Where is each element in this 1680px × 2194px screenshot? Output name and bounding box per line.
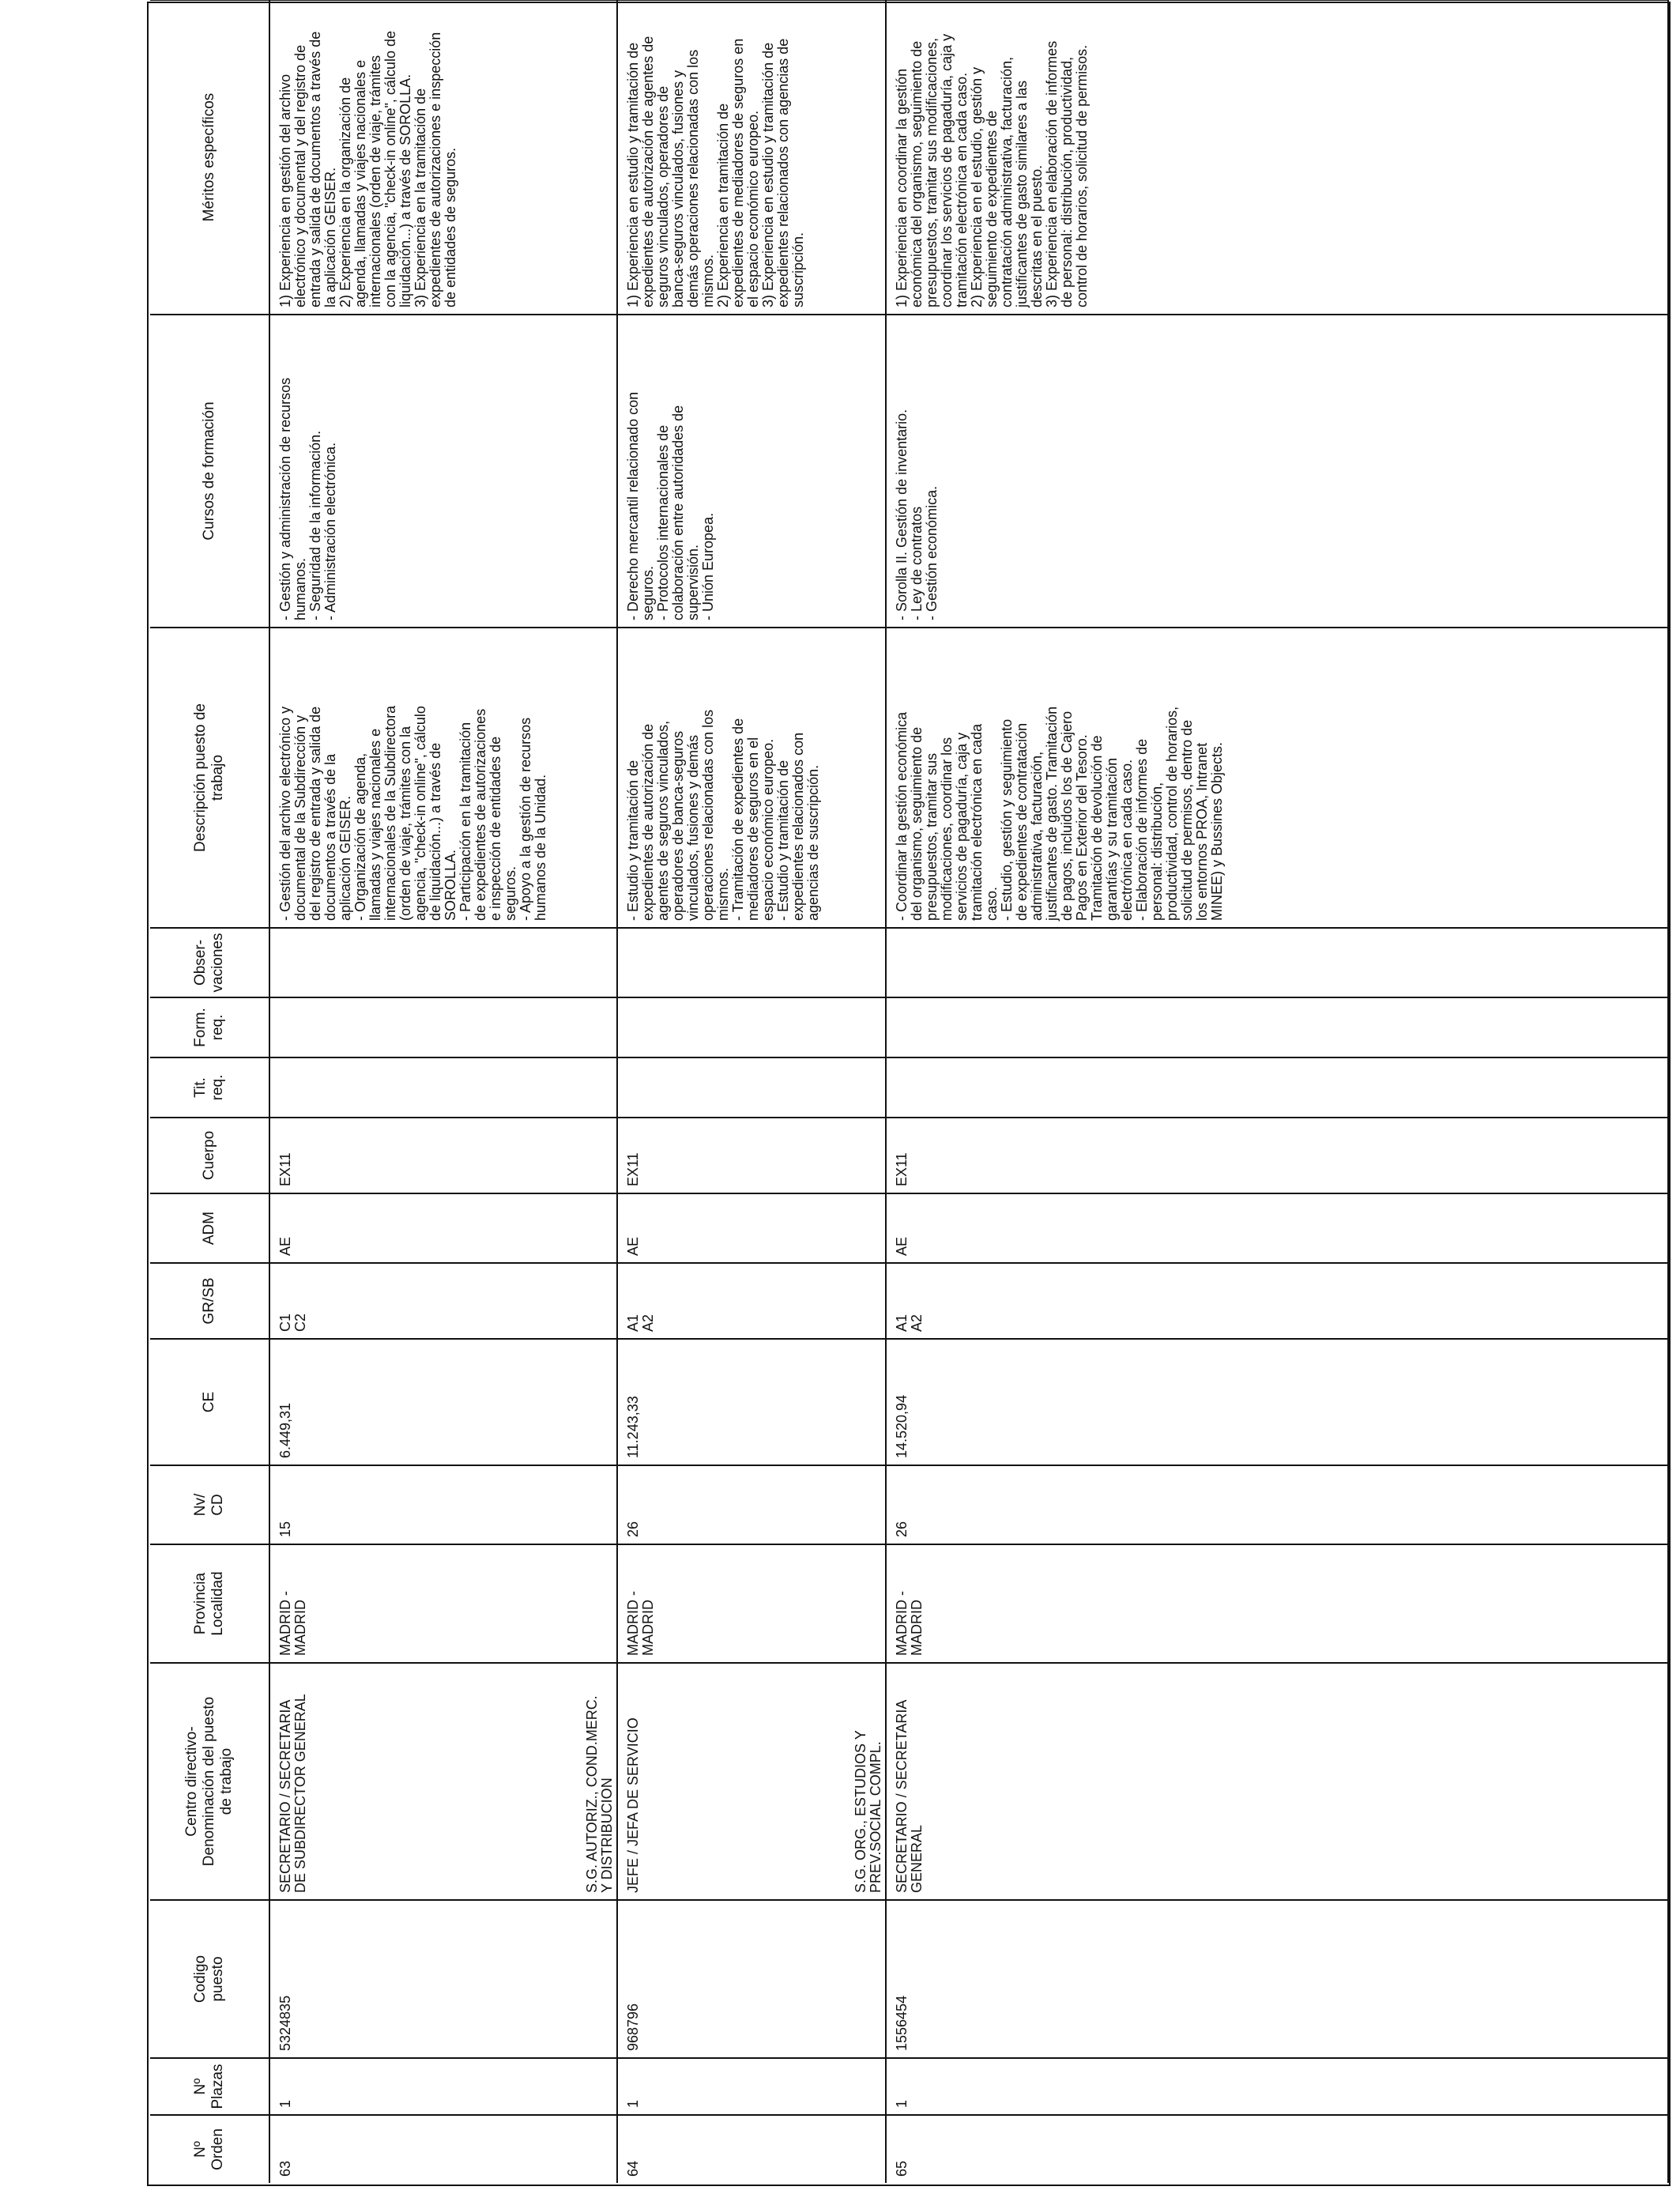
grupo-cell: C1 C2 (277, 1313, 308, 1332)
codigo-cell: 968796 (625, 2003, 641, 2051)
descripcion-cell: - Coordinar la gestión económica del organismo, seguimiento de presupuestos, tramitar sus modificaciones, coordinar los servicios de pagaduría, caja y tramitación electrónica en cada caso. - Estudio, gestión y seguimiento de expedientes de contratación administrativa, facturación, justificantes de gasto. Tramitación de pagos, incluidos los de Cajero Pagos en Exterior del Tesoro. Tramitación de devolución de garantías y su tramitación electrónica en cada caso. - Elaboración de informes de personal: distribución, productividad, control de horarios, solicitud de permisos, dentro de los entornos PROA, Intranet MINEE) y Bussines Objects. (894, 706, 1225, 921)
nivel-cell: 26 (894, 1521, 910, 1537)
cuerpo-cell: EX11 (625, 1152, 641, 1186)
header-orden: Nº Orden (150, 2115, 269, 2183)
header-cuerpo: Cuerpo (150, 1118, 269, 1193)
provincia-cell: MADRID - MADRID (277, 1591, 308, 1656)
codigo-cell: 5324835 (277, 1995, 293, 2051)
table-row (617, 0, 886, 2183)
header-observaciones: Obser- vaciones (150, 928, 269, 997)
header-row (150, 0, 269, 2183)
plazas-cell: 1 (894, 2099, 910, 2108)
descripcion-cell: - Gestión del archivo electrónico y documental de la Subdirección y del registro de entrada y salida de documentos a través de la aplicación GEISER. - Organización de agenda, llamadas y viajes nacionales e internacionales de la Subdirectora (orden de viaje, trámites con la agencia, "check-in online", cálculo de liquidación...) a través de SOROLLA. - Participación en la tramitación de expedientes de autorizaciones e inspección de entidades de seguros. - Apoyo a la gestión de recursos humanos de la Unidad. (277, 705, 548, 921)
ce-cell: 14.520,94 (894, 1394, 910, 1458)
formacion-cell (270, 998, 281, 1057)
meritos-cell: 1) Experiencia en estudio y tramitación de expedientes de autorización de agentes de seguros vinculados, operadores de banca-seguros vinculados, fusiones y demás operaciones relacionadas con los mismos. 2) Experiencia en tramitación de expedientes de mediadores de seguros en el espacio económico europeo. 3) Experiencia en estudio y tramitación de expedientes relacionados con agencias de suscripción. (625, 36, 806, 307)
header-adm: ADM (150, 1193, 269, 1263)
plazas-cell: 1 (277, 2099, 293, 2108)
grupo-cell: A1 A2 (894, 1314, 925, 1332)
meritos-cell: 1) Experiencia en coordinar la gestión económica del organismo, seguimiento de presupuestos, tramitar sus modificaciones, coordinar los servicios de pagaduría, caja y tramitación electrónica en cada caso. 2) Experiencia en el estudio, gestión y seguimiento de expedientes de contratación administrativa, facturación, justificantes de gasto similares a las descritas en el puesto. 3) Experiencia en elaboración de informes de personal: distribución, productividad, control de horarios, solicitud de permisos. (894, 33, 1090, 307)
titulacion-cell (270, 1058, 281, 1117)
ce-cell: 6.449,31 (277, 1402, 293, 1458)
nivel-cell: 15 (277, 1521, 293, 1537)
centro-cell: SECRETARIO / SECRETARIA GENERAL (894, 1699, 925, 1893)
header-plazas: Nº Plazas (150, 2058, 269, 2115)
codigo-cell: 1556454 (894, 1995, 910, 2051)
header-cursos: Cursos de formación (150, 315, 269, 628)
header-codigo: Codigo puesto (150, 1900, 269, 2058)
orden-cell: 65 (894, 2160, 910, 2177)
centro-next-unit: S.G. ORG., ESTUDIOS Y PREV.SOCIAL COMPL. (853, 1730, 883, 1893)
header-titulacion: Tit. req. (150, 1057, 269, 1118)
titulacion-cell (887, 1058, 898, 1117)
centro-cell: SECRETARIO / SECRETARIA DE SUBDIRECTOR GENERAL (277, 1694, 308, 1893)
adm-cell: AE (625, 1236, 641, 1256)
centro-next-unit: S.G. AUTORIZ., COND.MERC. Y DISTRIBUCION (584, 1695, 615, 1893)
header-provincia: Provincia Localidad (150, 1544, 269, 1663)
cursos-cell: - Derecho mercantil relacionado con seguros. - Protocolos internacionales de colaboración entre autoridades de supervisión. - Unión Europea. (625, 391, 716, 620)
table-row (886, 0, 1668, 2183)
provincia-cell: MADRID - MADRID (625, 1591, 656, 1656)
provincia-cell: MADRID - MADRID (894, 1591, 925, 1656)
observaciones-cell (270, 929, 281, 997)
orden-cell: 64 (625, 2160, 641, 2177)
observaciones-cell (887, 929, 898, 997)
plazas-cell: 1 (625, 2099, 641, 2108)
header-centro: Centro directivo- Denominación del puesto de trabajo (150, 1663, 269, 1900)
centro-cell: JEFE / JEFA DE SERVICIO (625, 1717, 641, 1893)
ce-cell: 11.243,33 (625, 1396, 641, 1458)
header-grupo: GR/SB (150, 1263, 269, 1339)
meritos-cell: 1) Experiencia en gestión del archivo electrónico y documental y del registro de entrada y salida de documentos a través de la aplicación GEISER. 2) Experiencia en la organización de agenda, llamadas y viajes nacionales e internacionales (orden de viaje, trámites con la agencia, "check-in online", cálculo de liquidación...) a través de SOROLLA. 3) Experiencia en la tramitación de expedientes de autorizaciones e inspección de entidades de seguros. (277, 31, 458, 307)
observaciones-cell (618, 929, 629, 997)
header-meritos: Méritos específicos (150, 0, 269, 315)
titulacion-cell (618, 1058, 629, 1117)
header-nivel: Nv/ CD (150, 1465, 269, 1544)
header-formacion: Form. req. (150, 997, 269, 1057)
cursos-cell: - Gestión y administración de recursos humanos. - Seguridad de la información. - Administración electrónica. (277, 377, 338, 620)
cursos-cell: - Sorolla II. Gestión de inventario. - Ley de contratos - Gestión económica. (894, 409, 940, 620)
cuerpo-cell: EX11 (894, 1152, 910, 1186)
cuerpo-cell: EX11 (277, 1152, 293, 1186)
header-descripcion: Descripción puesto de trabajo (150, 628, 269, 928)
adm-cell: AE (277, 1236, 293, 1256)
header-ce: CE (150, 1339, 269, 1465)
adm-cell: AE (894, 1236, 910, 1256)
nivel-cell: 26 (625, 1521, 641, 1537)
table-row (269, 0, 617, 2183)
grupo-cell: A1 A2 (625, 1314, 656, 1332)
formacion-cell (618, 998, 629, 1057)
orden-cell: 63 (277, 2160, 293, 2177)
positions-table (150, 0, 1669, 2183)
descripcion-cell: - Estudio y tramitación de expedientes de autorización de agentes de seguros vinculados, operadores de banca-seguros vinculados, fusiones y demás operaciones relacionadas con los mismos. - Tramitación de expedientes de mediadores de seguros en el espacio económico europeo. - Estudio y tramitación de expedientes relacionados con agencias de suscripción. (625, 709, 821, 921)
formacion-cell (887, 998, 898, 1057)
